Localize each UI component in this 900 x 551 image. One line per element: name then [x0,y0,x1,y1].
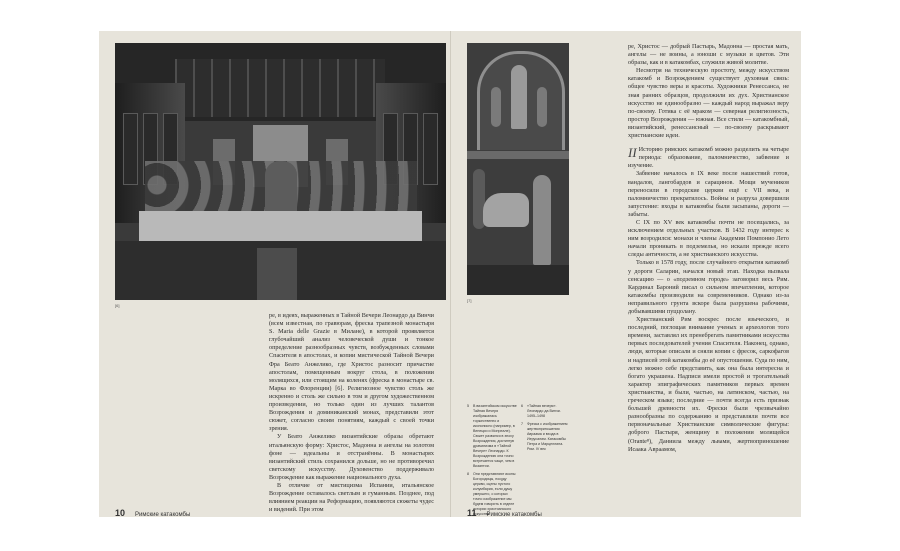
running-head: Римские катакомбы [486,512,542,517]
last-supper-fresco-image [115,43,446,300]
paragraph: Историю римских катакомб можно разделить на четыре периода: образование, паломничество, забвение и изучение. [628,146,789,170]
footnote: 6 «Тайная вечеря». Леонардо да Винчи. 1495–1498 [521,404,561,418]
catacomb-fresco-image [467,43,569,295]
figure-tag: [7] [467,298,472,303]
footnote: 7 Фреска с изображением жертвоприношения Авраама и входа в Иерусалим. Катакомбы Петра и Марцеллина. Рим. IV век [521,422,568,451]
paragraph: В отличие от мистицизма Испании, итальянское Возрождение оставалось светлым и гуманным. Позднее, под влиянием реакции на Реформацию, появляются сюжеты чудес и видений. При этом [269,481,434,514]
paragraph: У Беато Анжелико византийские образы обретают итальянскую форму: Христос, Мадонна и ангелы на золотом фоне — идеальны и отстранённы. В монастырях византийский стиль сохранился дольше, но не противоречил светскому искусству. Духовенство поддерживало Возрождение как выражение национального духа. [269,433,434,481]
left-page [99,31,450,517]
drop-letter: II [628,145,637,161]
footnote: 5 В византийском искусстве Тайная Вечеря изображалась торжественно и иконописно (например, в Венеции и Монреале). Сюжет развился в эпоху Возрождения, достигнув драматизма в «Тайной Вечере» Леонардо. К Возрождению она точно встречается чаще, чем в Византии. [467,404,517,468]
footnotes [467,404,571,517]
running-head: Римские катакомбы [135,512,191,517]
left-footer [115,503,190,517]
paragraph: Забвение началось в IX веке после нашествий готов, вандалов, лангобардов и сарацинов. Мощи мучеников переносили в городские церкви ещё с VII века, и паломничество прекратилось. Войны и разруха довершили запустение: входы в катакомбы были засыпаны, дороги — забыты. [628,170,789,218]
paragraph: Только в 1578 году, после случайного открытия катакомб у дороги Саларии, начался новый этап. Находка вызвала сенсацию — о «подземном городе» заговорил весь Рим. Кардинал Бароний писал о сильном впечатлении, которое катакомбы производили на современников. Однако из-за неправильного грунта вскоре была разрушена рабочими, добывавшими пуццолану. [628,259,789,315]
right-body-text [628,43,789,454]
paragraph: ре, в идеях, выраженных в Тайной Вечери Леонардо да Винчи (всем известная, по гравюрам, фреска трапезной монастыря S. Maria delle Grazie в Милане), в которой проявляется глубочайший анализ человеческой души и тонкое определение разнообразных чувств, возбужденных словами Спасителя в апостолах, и копии мистической Тайной Вечери Фра Беато Анжелико, где Христос разносит причастие апостолам, помещенным вокруг стола, в положении молящихся, или стоящим на коленях (фреска в монастыре св. Марка во Флоренции) [6]. Религиозное чувство столь же искренно и столь же сильно в том и другом художественном произведении, но только один из лучших талантов Возрождения и доминиканский монах, представили этот сюжет, согласно своим понятиям, каждый с своей точки зрения. [269,312,434,433]
left-body-text [269,312,434,514]
right-page [451,31,801,517]
paragraph: Христианский Рим воскрес после языческого, и последний, поглощая внимание ученых и археологов того времени, заставлял их пренебрегать памятниками искусства первых последователей учения Спасителя. Наконец, однако, люди, которые описали и сняли копии с фресок, саркофагов и надписей этой катакомбы до её опустошения. Суда по ним, легко можно себе представить, как она была интересна и богато украшена. Надписи имели простой и трогательный характер эпиграфических памятников первых времен христианства, и были, частью, на латинском, частью, на греческом языке; последние — почти всегда есть признак большей древности их. Фрески были чрезвычайно разнообразны по содержанию и представляли почти все первоначальные Христианские символические фигуры: доброго Пастыря, женщину в положении молящейся (Orante⁸), Даниила между львами, жертвоприношение Исаака Авраамом, [628,316,789,453]
paragraph: С IX по XV век катакомбы почти не посещались, за исключением отдельных участков. В 1432 году интерес к ним возродился: монахи и члены Академии Помпонио Лето начали проникать в подземелья, но искали прежде всего следы античности, а не христианского искусства. [628,218,789,259]
page-number: 11 [467,508,477,517]
paragraph: Несмотря на техническую простоту, между искусством катакомб и Возрождением существует духовная связь: общее чувство веры и красоты. Художники Ренессанса, не зная ранних образцов, продолжили их дух. Христианское искусство не единообразно — каждый народ выражал веру по-своему. Готика с её мраком — северная религиозность, простор Возрождения — южная. Все стили — катакомбный, византийский, ренессансный — по-своему раскрывают христианские идеи. [628,67,789,140]
right-footer [467,503,542,517]
book-spread [99,31,801,517]
paragraph: ре, Христос — добрый Пастырь, Мадонна — простая мать, ангелы — не воины, а юноши с музыки и цветов. Эти образы, как и в катакомбах, служили живой молитве. [628,43,789,67]
figure-tag: [6] [115,303,120,308]
footnote: 8 Они представляют иконы Богородицы, посуду церкви, сцены пустого колумбария, если душу умершего, о которых точно изображение мы будем говорить в отделе истории христианского искусства. [467,472,516,516]
page-number: 10 [115,508,126,517]
